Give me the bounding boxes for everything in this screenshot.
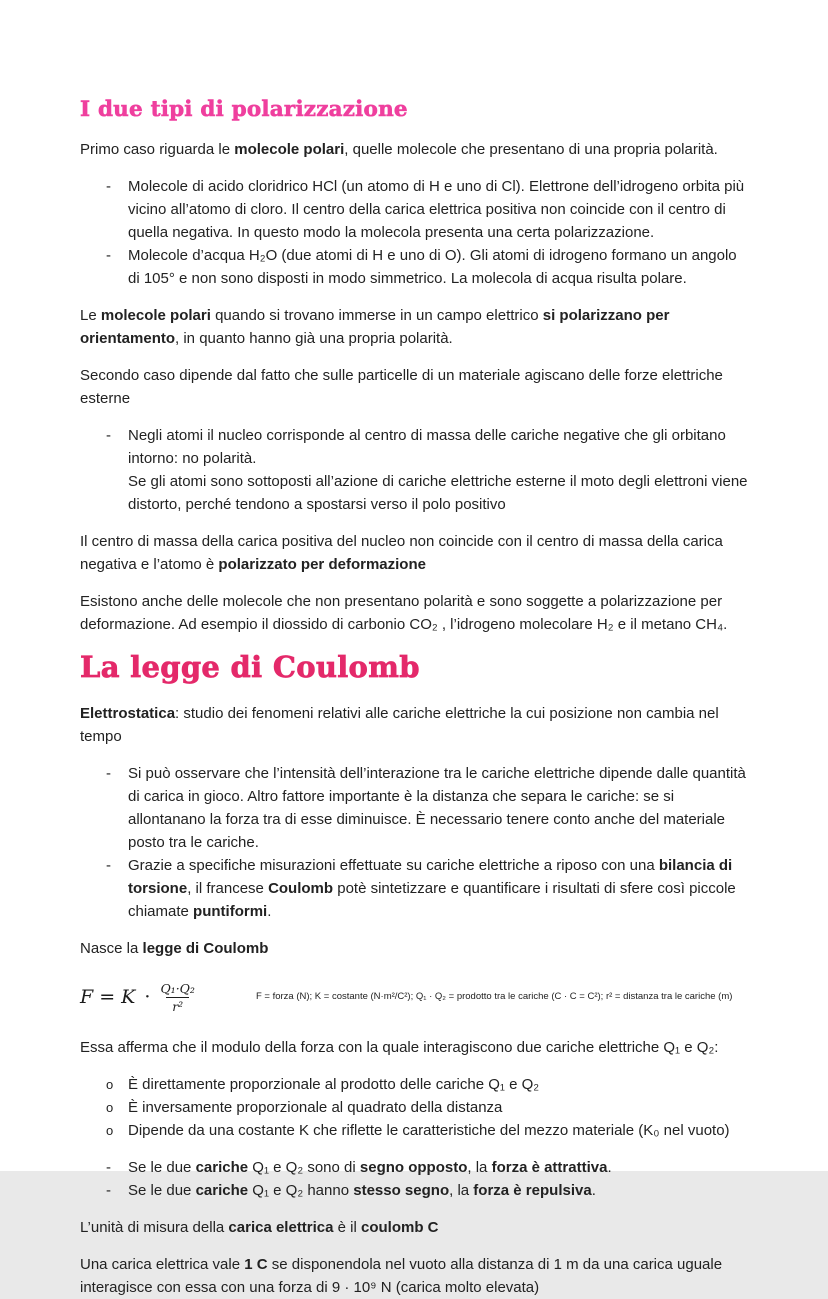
list-item — [80, 1073, 750, 1096]
dash-bullet-marker: - — [106, 247, 111, 264]
bullet-list-signs — [80, 1156, 750, 1202]
list-item-text: Se le due cariche Q₁ e Q₂ sono di segno opposto, la forza è attrattiva. — [128, 1159, 612, 1176]
section-heading-coulomb: La legge di Coulomb — [80, 650, 420, 684]
list-item — [80, 854, 750, 923]
paragraph-nonpolar-molecules: Esistono anche delle molecole che non presentano polarità e sono soggette a polarizzazione per deformazione. Ad esempio il diossido di carbonio CO₂ , l’idrogeno molecolare H₂ e il metano CH₄. — [80, 593, 728, 633]
list-item-text: Molecole di acido cloridrico HCl (un atomo di H e uno di Cl). Elettrone dell’idrogeno orbita più vicino all’atomo di cloro. Il centro della carica elettrica positiva non coincide con il centro di quella negativa. In questo modo la molecola presenta una certa polarizzazione. — [128, 178, 745, 241]
paragraph-orientation: Le molecole polari quando si trovano immerse in un campo elettrico si polarizzano per orientamento, in quanto hanno già una propria polarità. — [80, 307, 670, 347]
bullet-list-properties — [80, 1073, 750, 1142]
paragraph-second-case: Secondo caso dipende dal fatto che sulle particelle di un materiale agiscano delle forze elettriche esterne — [80, 367, 723, 407]
paragraph-unit-of-charge: L’unità di misura della carica elettrica è il coulomb C — [80, 1219, 439, 1236]
multiplication-dot: · — [144, 986, 151, 1008]
list-item-text: È direttamente proporzionale al prodotto delle cariche Q₁ e Q₂ — [128, 1076, 540, 1093]
list-item — [80, 762, 750, 854]
list-item-text: Molecole d’acqua H₂O (due atomi di H e uno di O). Gli atomi di idrogeno formano un angolo di 105° e non sono disposti in modo simmetrico. La molecola di acqua risulta polare. — [128, 247, 737, 287]
paragraph-charge-value: Una carica elettrica vale 1 C se disponendola nel vuoto alla distanza di 1 m da una carica uguale interagisce con essa con una forza di 9 · 10⁹ N (carica molto elevata) — [80, 1256, 723, 1296]
coulomb-formula — [80, 981, 198, 1014]
formula-legend: F = forza (N); K = costante (N·m²/C²); Q₁ · Q₂ = prodotto tra le cariche (C · C = C²); r² = distanza tra le cariche (m) — [255, 991, 733, 1002]
circle-bullet-marker: o — [106, 1100, 114, 1115]
bullet-list-polar-molecules — [80, 175, 750, 290]
list-item — [80, 1096, 750, 1119]
paragraph-nasce-legge: Nasce la legge di Coulomb — [80, 940, 269, 957]
circle-bullet-marker: o — [106, 1077, 114, 1092]
dash-bullet-marker: - — [106, 857, 111, 874]
paragraph-intro: Primo caso riguarda le molecole polari, quelle molecole che presentano di una propria polarità. — [80, 141, 718, 158]
paragraph-electrostatics: Elettrostatica: studio dei fenomeni relativi alle cariche elettriche la cui posizione non cambia nel tempo — [80, 705, 719, 745]
formula-denominator: r² — [166, 997, 189, 1014]
list-item-text: Se le due cariche Q₁ e Q₂ hanno stesso segno, la forza è repulsiva. — [128, 1182, 596, 1199]
list-item-text: È inversamente proporzionale al quadrato della distanza — [128, 1099, 503, 1116]
list-item — [80, 1156, 750, 1179]
formula-numerator: Q₁·Q₂ — [160, 980, 195, 996]
dash-bullet-marker: - — [106, 1182, 111, 1199]
paragraph-deformation: Il centro di massa della carica positiva del nucleo non coincide con il centro di massa della carica negativa e l’atomo è polarizzato per deformazione — [80, 533, 723, 573]
formula-lhs: F = K — [80, 986, 136, 1008]
bullet-list-observations — [80, 762, 750, 923]
dash-bullet-marker: - — [106, 765, 111, 782]
bullet-list-atoms — [80, 424, 750, 516]
list-item-text: Dipende da una costante K che riflette le caratteristiche del mezzo materiale (K₀ nel vuoto) — [128, 1122, 730, 1139]
list-item-text: Si può osservare che l’intensità dell’interazione tra le cariche elettriche dipende dalle quantità di carica in gioco. Altro fattore importante è la distanza che separa le cariche: se si allontanano la forza tra di esse diminuisce. È necessario tenere conto anche del materiale posto tra le cariche. — [128, 765, 746, 851]
list-item — [80, 424, 750, 516]
paragraph-essa-afferma: Essa afferma che il modulo della forza con la quale interagiscono due cariche elettriche Q₁ e Q₂: — [80, 1039, 719, 1056]
dash-bullet-marker: - — [106, 178, 111, 195]
circle-bullet-marker: o — [106, 1123, 114, 1138]
list-item-text: Negli atomi il nucleo corrisponde al centro di massa delle cariche negative che gli orbitano intorno: no polarità. Se gli atomi sono sottoposti all’azione di cariche elettriche esterne il moto degli elettroni viene distorto, perché tendono a spostarsi verso il polo positivo — [128, 427, 748, 513]
dash-bullet-marker: - — [106, 427, 111, 444]
list-item — [80, 244, 750, 290]
dash-bullet-marker: - — [106, 1159, 111, 1176]
list-item — [80, 1119, 750, 1142]
list-item — [80, 1179, 750, 1202]
section-heading-polarization: I due tipi di polarizzazione — [80, 97, 408, 122]
formula-fraction — [157, 981, 198, 1014]
list-item-text: Grazie a specifiche misurazioni effettuate su cariche elettriche a riposo con una bilancia di torsione, il francese Coulomb potè sintetizzare e quantificare i risultati di sfere così piccole chiamate puntiformi. — [128, 857, 736, 920]
list-item — [80, 175, 750, 244]
coulomb-formula-row — [80, 974, 750, 1020]
